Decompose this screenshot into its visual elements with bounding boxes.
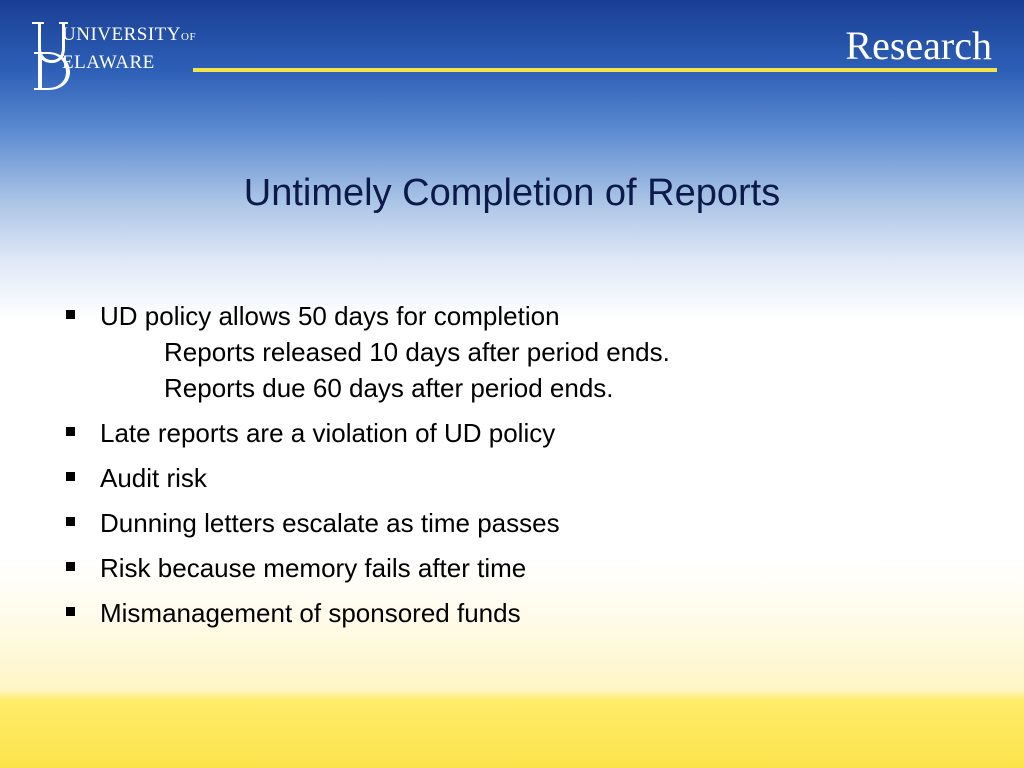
header-divider (193, 68, 997, 72)
square-bullet-icon (66, 607, 75, 616)
list-item (62, 550, 962, 586)
logo-of-text: OF (181, 31, 197, 43)
section-label: Research (845, 23, 992, 68)
bullet-list (62, 298, 962, 640)
list-item (62, 298, 962, 406)
bullet-text: Audit risk (100, 463, 207, 493)
logo-line-university: UNIVERSITYOF (62, 24, 197, 45)
list-item (62, 595, 962, 631)
list-item (62, 415, 962, 451)
bullet-text: Dunning letters escalate as time passes (100, 508, 560, 538)
bullet-text: UD policy allows 50 days for completion (100, 301, 560, 331)
list-item (62, 460, 962, 496)
square-bullet-icon (66, 427, 75, 436)
bullet-text: Mismanagement of sponsored funds (100, 598, 521, 628)
square-bullet-icon (66, 562, 75, 571)
square-bullet-icon (66, 472, 75, 481)
list-item (62, 505, 962, 541)
slide-title: Untimely Completion of Reports (243, 172, 781, 214)
sub-item-text: Reports due 60 days after period ends. (164, 373, 614, 403)
bullet-text: Risk because memory fails after time (100, 553, 527, 583)
logo-line-delaware: ELAWARE (62, 52, 155, 73)
square-bullet-icon (66, 310, 75, 319)
square-bullet-icon (66, 517, 75, 526)
sub-item-text: Reports released 10 days after period ends. (164, 337, 670, 367)
bullet-text: Late reports are a violation of UD policy (100, 418, 556, 448)
university-logo (28, 18, 198, 92)
